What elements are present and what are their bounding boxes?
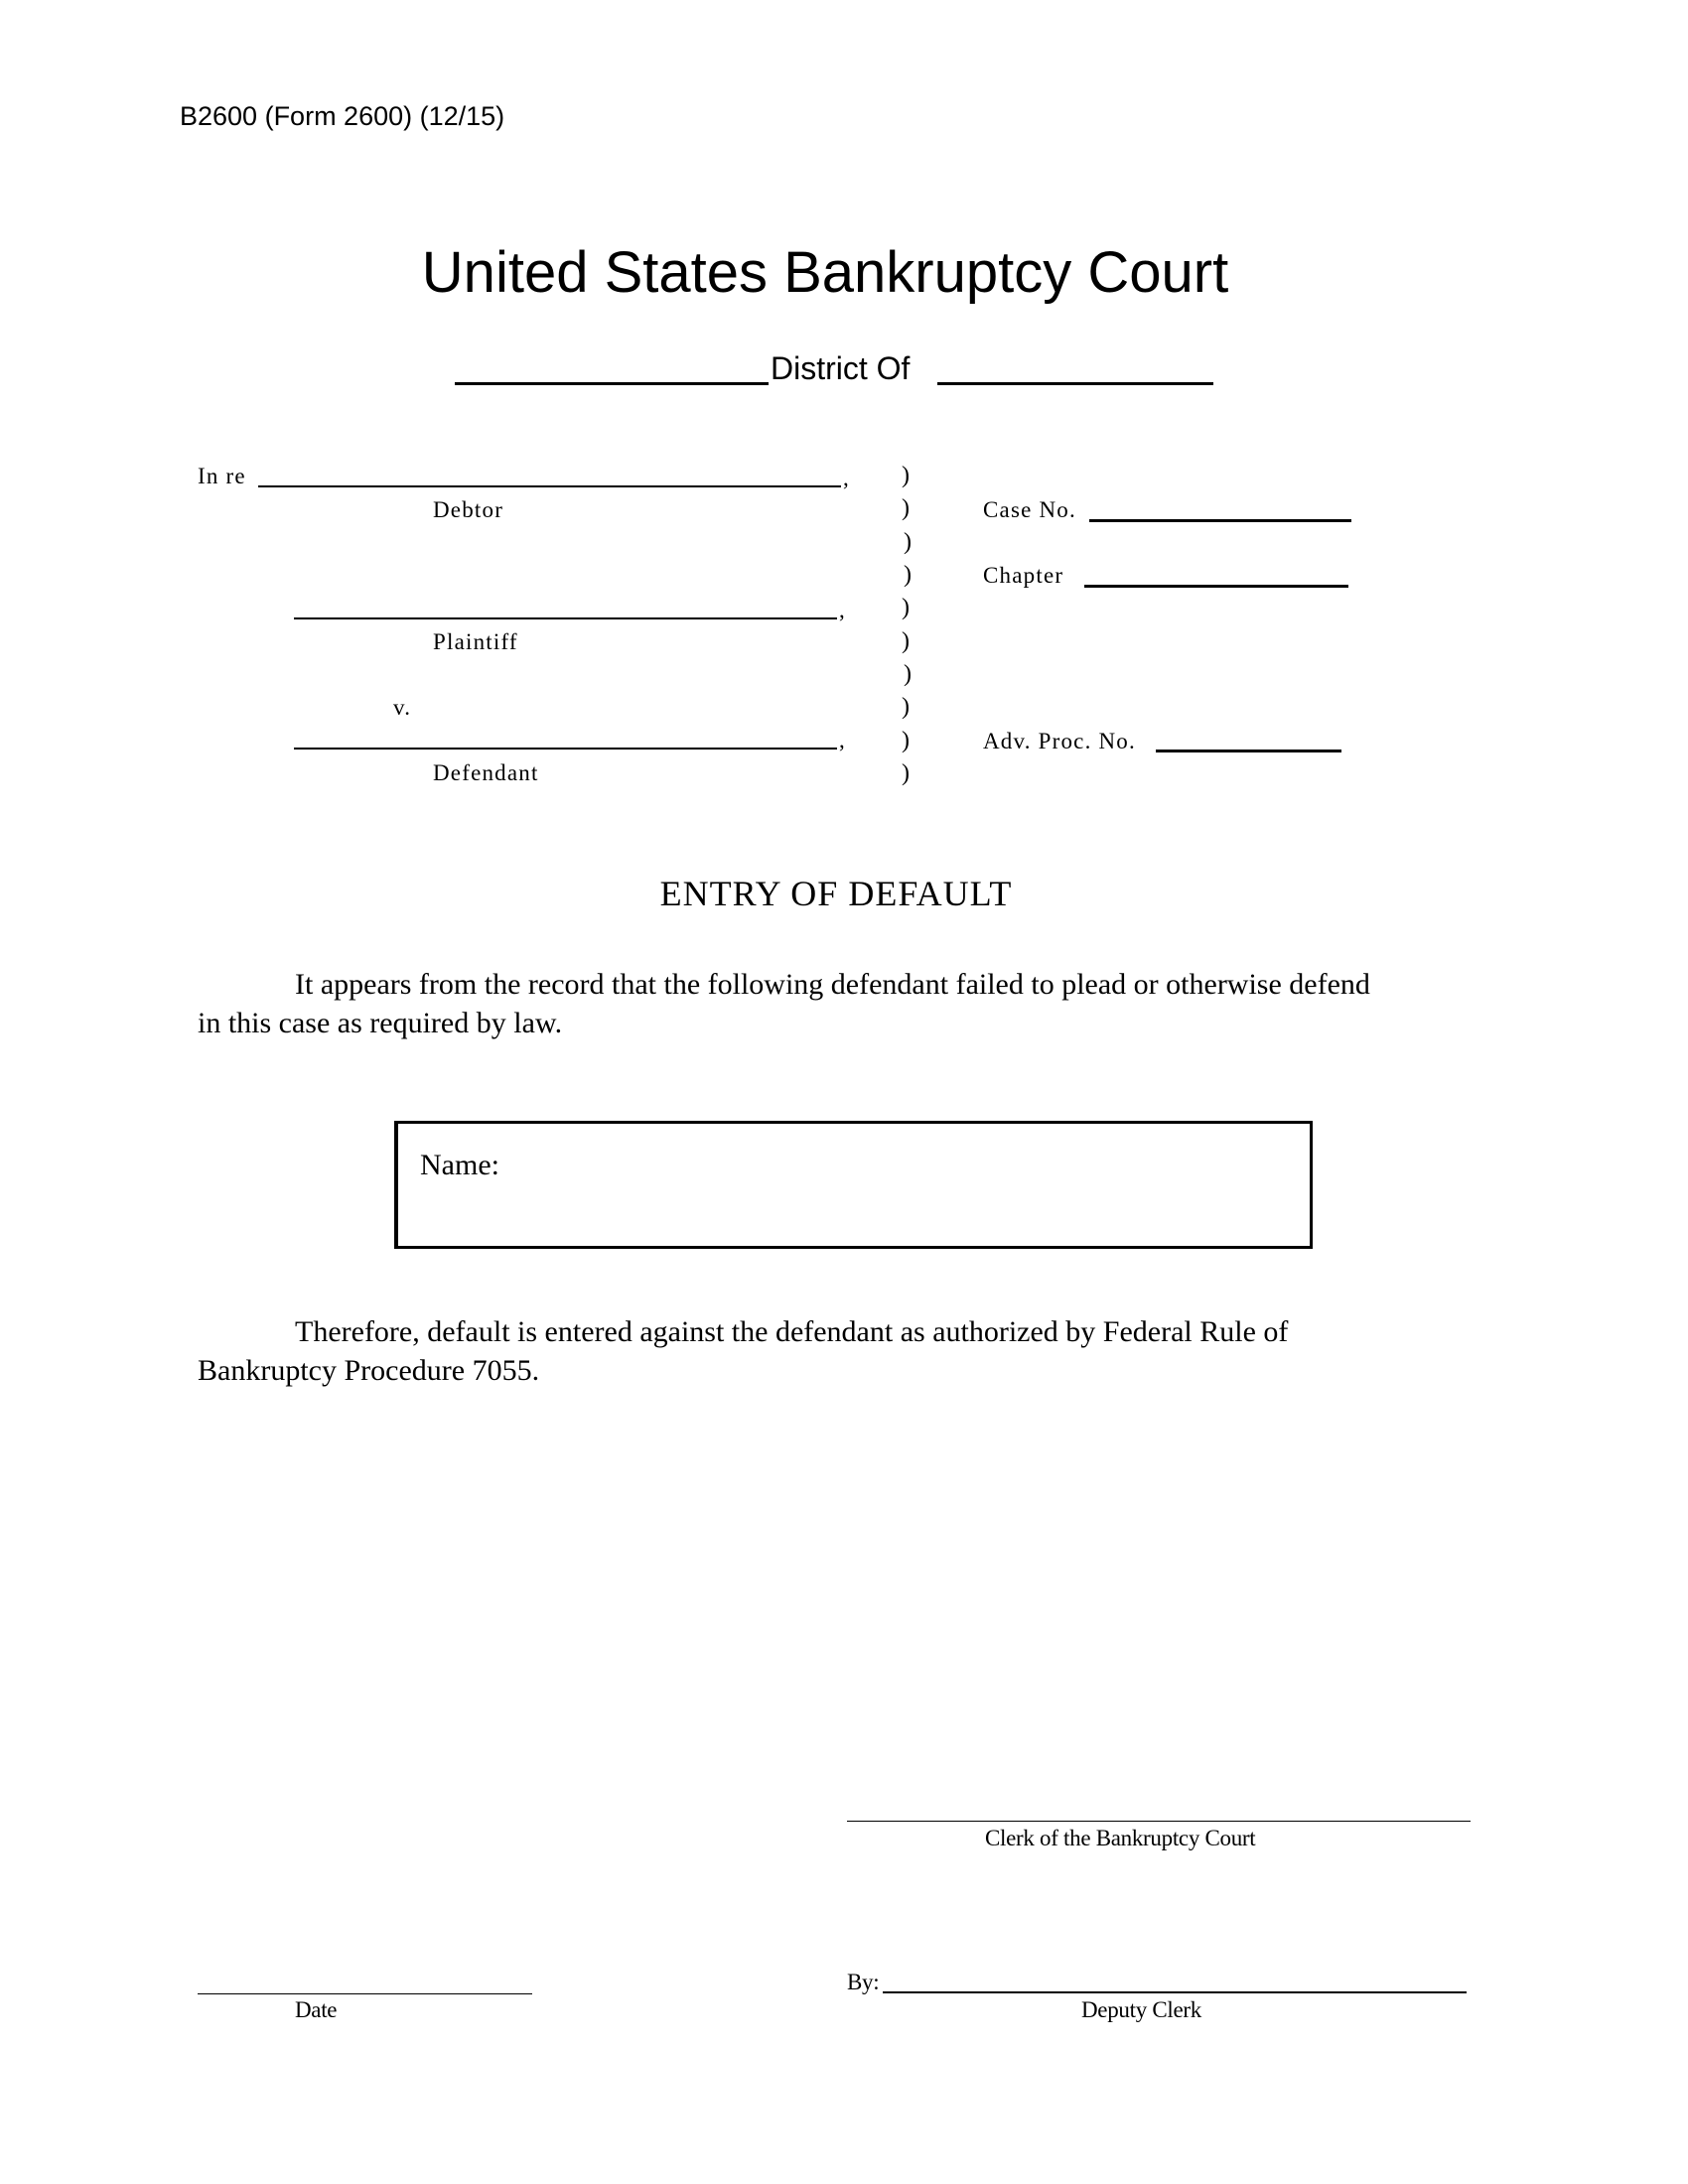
date-line[interactable] — [198, 1993, 532, 1994]
clerk-signature-line[interactable] — [847, 1821, 1471, 1822]
clerk-label: Clerk of the Bankruptcy Court — [985, 1826, 1256, 1850]
entry-of-default-heading: ENTRY OF DEFAULT — [659, 874, 1013, 913]
in-re-label: In re — [198, 464, 246, 488]
case-no-label: Case No. — [983, 497, 1076, 522]
court-title: United States Bankruptcy Court — [421, 240, 1229, 305]
caption-paren: ) — [902, 694, 910, 720]
adv-proc-label: Adv. Proc. No. — [983, 729, 1136, 753]
paragraph2-line1: Therefore, default is entered against the defendant as authorized by Federal Rule of — [295, 1315, 1289, 1348]
paragraph1-line2: in this case as required by law. — [198, 1007, 563, 1039]
comma: , — [839, 728, 846, 752]
district-label: District Of — [771, 350, 911, 386]
name-label: Name: — [420, 1149, 499, 1181]
chapter-field[interactable] — [1084, 585, 1348, 588]
debtor-label: Debtor — [433, 497, 504, 522]
defendant-label: Defendant — [433, 760, 539, 785]
paragraph2-line2: Bankruptcy Procedure 7055. — [198, 1354, 540, 1387]
by-label: By: — [847, 1970, 880, 1994]
deputy-clerk-label: Deputy Clerk — [1081, 1997, 1201, 2022]
versus-label: v. — [393, 695, 412, 720]
caption-paren: ) — [902, 595, 910, 620]
debtor-name-field[interactable] — [258, 485, 841, 487]
form-id: B2600 (Form 2600) (12/15) — [180, 101, 505, 131]
case-no-field[interactable] — [1089, 519, 1351, 522]
caption-paren: ) — [902, 495, 910, 521]
caption-paren: ) — [902, 463, 910, 488]
chapter-label: Chapter — [983, 563, 1064, 588]
comma: , — [839, 598, 846, 622]
adv-proc-field[interactable] — [1156, 750, 1341, 752]
deputy-signature-line[interactable] — [883, 1991, 1467, 1993]
caption-paren: ) — [902, 628, 910, 654]
district-blank-left[interactable] — [455, 382, 769, 385]
paragraph1-line1: It appears from the record that the following defendant failed to plead or otherwise defend — [295, 968, 1370, 1001]
defendant-name-box[interactable] — [394, 1121, 1313, 1249]
caption-paren: ) — [904, 529, 912, 555]
date-label: Date — [295, 1997, 338, 2022]
caption-paren: ) — [904, 562, 912, 588]
caption-paren: ) — [904, 661, 912, 687]
caption-paren: ) — [902, 760, 910, 786]
comma: , — [843, 466, 850, 490]
defendant-name-field[interactable] — [294, 748, 837, 750]
district-blank-right[interactable] — [937, 382, 1213, 385]
plaintiff-label: Plaintiff — [433, 629, 518, 654]
caption-paren: ) — [902, 728, 910, 753]
plaintiff-name-field[interactable] — [294, 617, 837, 619]
